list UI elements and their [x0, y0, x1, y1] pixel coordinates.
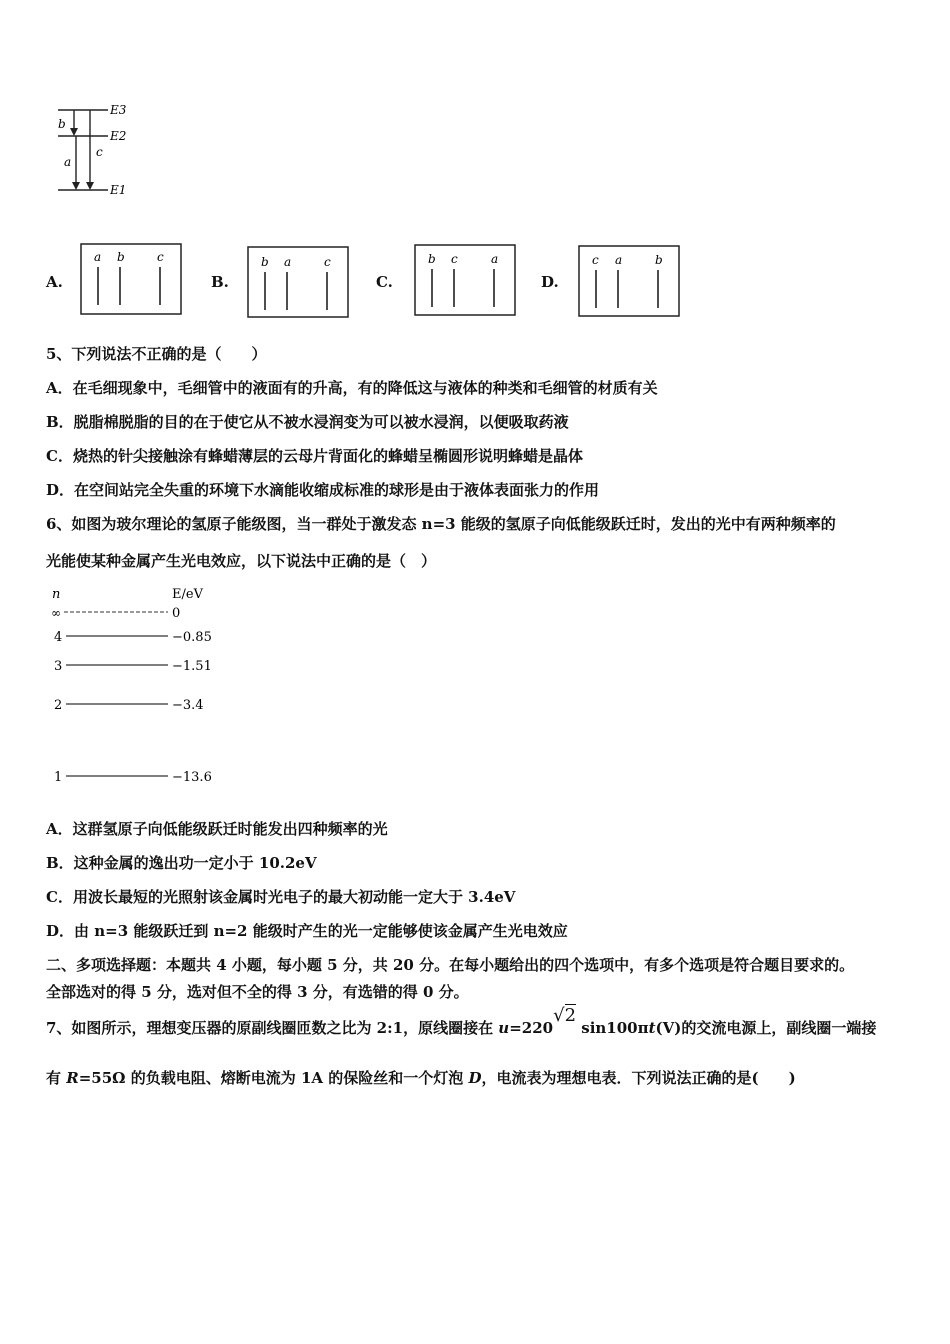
q4c-line-label-1: b [428, 252, 436, 266]
q4a-line-label-1: a [94, 250, 102, 264]
q4-option-b-label[interactable]: B. [211, 273, 229, 291]
q5-option-d[interactable]: D．在空间站完全失重的环境下水滴能收缩成标准的球形是由于液体表面张力的作用 [46, 481, 600, 499]
q7-text-part3: (V)的交流电源上，副线圈一端接 [655, 1019, 877, 1037]
q7-t-variable: t [648, 1019, 656, 1037]
level-label-e3: E3 [110, 103, 127, 117]
level-n-inf: ∞ [51, 606, 61, 620]
level-n-1: 1 [54, 770, 63, 785]
q7-sqrt [553, 1005, 576, 1026]
q4b-line-label-3: c [324, 255, 331, 269]
q4-option-a-figure [80, 243, 184, 317]
q4-option-b-figure [247, 246, 351, 320]
level-e-3: −1.51 [172, 659, 212, 674]
q7-line2-c: ，电流表为理想电表．下列说法正确的是( ) [481, 1069, 796, 1087]
arrow-label-b: b [58, 117, 66, 131]
q4d-line-label-3: b [655, 253, 663, 267]
level-n-3: 3 [54, 659, 63, 674]
q4c-line-label-3: a [491, 252, 499, 266]
q4-option-d-figure [578, 245, 682, 319]
q4d-line-label-1: c [592, 253, 599, 267]
section2-instructions-line1: 二、多项选择题：本题共 4 小题，每小题 5 分，共 20 分。在每小题给出的四个选项中，有多个选项是符合题目要求的。 [46, 956, 855, 974]
q4a-line-label-3: c [157, 250, 164, 264]
q6-stem-line1: 6、如图为玻尔理论的氢原子能级图，当一群处于激发态 n=3 能级的氢原子向低能级跃迁时，发出的光中有两种频率的 [46, 515, 836, 533]
q4c-line-label-2: c [451, 252, 458, 266]
level-n-4: 4 [54, 630, 63, 645]
q4-option-a-label[interactable]: A. [46, 273, 63, 291]
sqrt-sign: √ [553, 1005, 565, 1026]
q7-u-variable: u [498, 1019, 510, 1037]
q7-d-variable: D [468, 1069, 482, 1087]
section2-instructions-line2: 全部选对的得 5 分，选对但不全的得 3 分，有选错的得 0 分。 [46, 983, 469, 1001]
q4d-line-label-2: a [615, 253, 623, 267]
q6-stem-line2: 光能使某种金属产生光电效应，以下说法中正确的是（ ） [46, 552, 437, 570]
q4-option-c-figure [414, 244, 518, 318]
q5-stem: 5、下列说法不正确的是（ ） [46, 345, 267, 363]
q6-option-a[interactable]: A．这群氢原子向低能级跃迁时能发出四种频率的光 [46, 820, 388, 838]
energy-level-diagram [50, 98, 140, 208]
q7-stem-line2 [46, 1068, 796, 1088]
level-label-e2: E2 [110, 129, 127, 143]
q6-option-c[interactable]: C．用波长最短的光照射该金属时光电子的最大初动能一定大于 3.4eV [46, 888, 516, 906]
q7-text-part1: 7、如图所示，理想变压器的原副线圈匝数之比为 2:1，原线圈接在 [46, 1019, 499, 1037]
arrow-label-a: a [64, 155, 72, 169]
level-label-e1: E1 [110, 183, 127, 197]
q4-option-d-label[interactable]: D. [541, 273, 559, 291]
q5-option-c[interactable]: C．烧热的针尖接触涂有蜂蜡薄层的云母片背面化的蜂蜡呈椭圆形说明蜂蜡是晶体 [46, 447, 583, 465]
q7-line2-b: =55Ω 的负载电阻、熔断电流为 1A 的保险丝和一个灯泡 [78, 1069, 469, 1087]
q5-option-a[interactable]: A．在毛细现象中，毛细管中的液面有的升高，有的降低这与液体的种类和毛细管的材质有关 [46, 379, 658, 397]
q7-u-value: =220 [509, 1019, 554, 1037]
arrow-label-c: c [96, 145, 103, 159]
q4b-line-label-1: b [261, 255, 269, 269]
q7-stem-line1 [46, 1005, 877, 1038]
q6-option-b[interactable]: B．这种金属的逸出功一定小于 10.2eV [46, 854, 317, 872]
q5-option-b[interactable]: B．脱脂棉脱脂的目的在于使它从不被水浸润变为可以被水浸润，以便吸取药液 [46, 413, 569, 431]
sqrt-number: 2 [564, 1005, 577, 1026]
q6-option-d[interactable]: D．由 n=3 能级跃迁到 n=2 能级时产生的光一定能够使该金属产生光电效应 [46, 922, 568, 940]
q4-option-c-label[interactable]: C. [376, 273, 393, 291]
level-e-4: −0.85 [172, 630, 212, 645]
q4a-line-label-2: b [117, 250, 125, 264]
level-n-2: 2 [54, 698, 63, 713]
n-axis-header: n [52, 587, 61, 602]
level-e-inf: 0 [172, 606, 181, 621]
hydrogen-energy-level-diagram [48, 584, 228, 790]
q7-line2-a: 有 [46, 1069, 67, 1087]
level-e-1: −13.6 [172, 770, 212, 785]
q7-r-variable: R [66, 1069, 79, 1087]
q4b-line-label-2: a [284, 255, 292, 269]
energy-axis-header: E/eV [172, 587, 203, 602]
level-e-2: −3.4 [172, 698, 204, 713]
q7-text-part2: sin100π [576, 1019, 649, 1037]
